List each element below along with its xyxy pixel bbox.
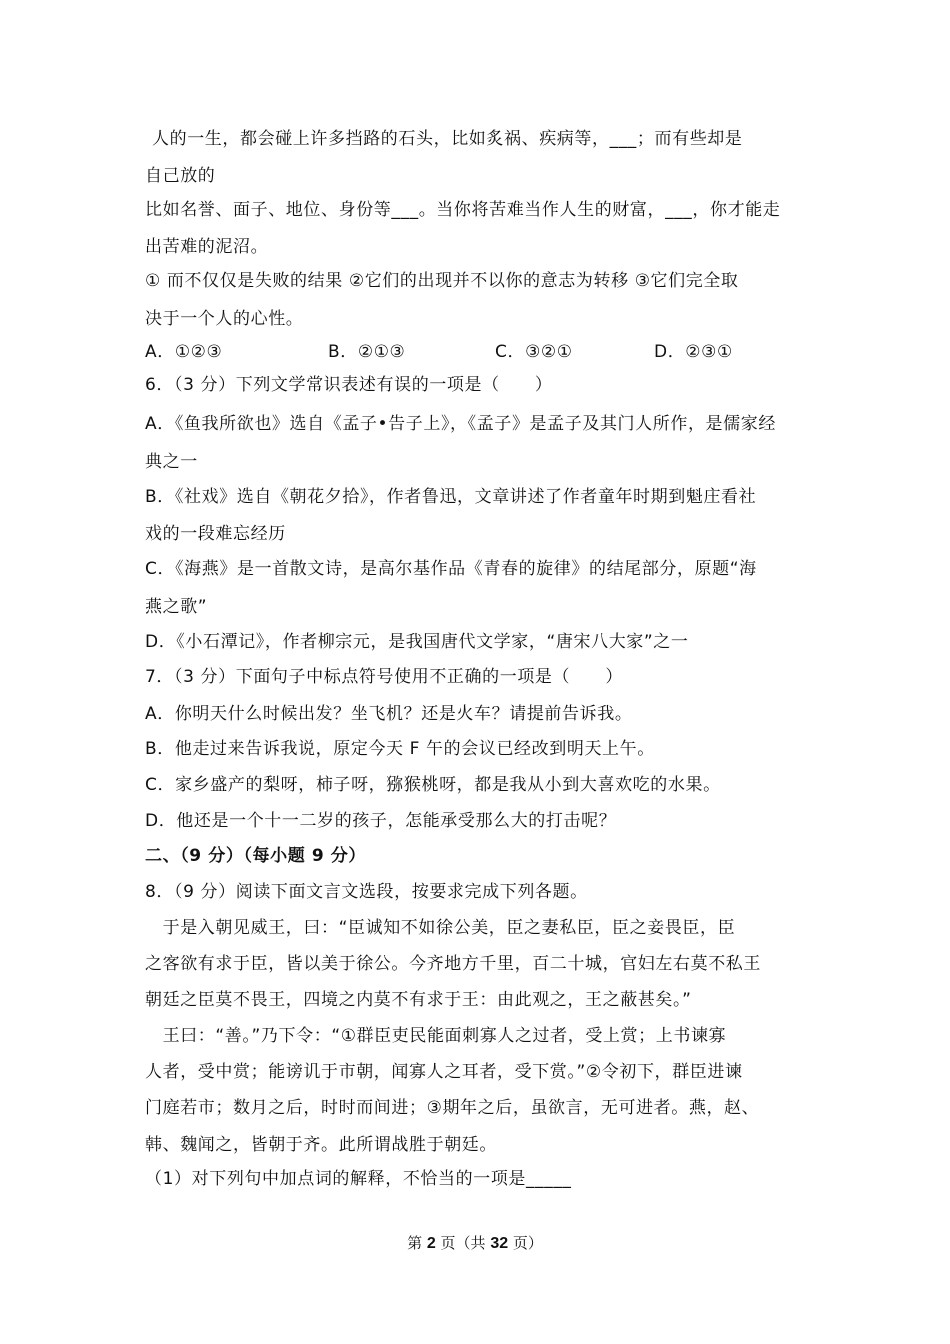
classical-text-line: 门庭若市；数月之后，时时而间进；③期年之后，虽欲言，无可进者。燕，赵、 — [145, 1098, 760, 1118]
option-b: B．②①③ — [328, 342, 406, 362]
paragraph-line: B．他走过来告诉我说，原定今天 F 午的会议已经改到明天上午。 — [145, 739, 655, 759]
paragraph-line: B．《社戏》选自《朝花夕拾》，作者鲁迅，文章讲述了作者童年时期到魁庄看社 — [145, 487, 757, 507]
footer-total-pages: 32 — [490, 1235, 509, 1252]
section-heading: 二、（9 分）（每小题 9 分） — [145, 846, 367, 866]
option-d: D．②③① — [654, 342, 733, 362]
classical-text-line: 人者，受中赏；能谤讥于市朝，闻寡人之耳者，受下赏。”②令初下，群臣进谏 — [145, 1062, 743, 1082]
classical-text-line: 之客欲有求于臣，皆以美于徐公。今齐地方千里，百二十城，官妇左右莫不私王 — [145, 954, 761, 974]
paragraph-line: ① 而不仅仅是失败的结果 ②它们的出现并不以你的意志为转移 ③它们完全取 — [145, 271, 739, 291]
paragraph-line: C．家乡盛产的梨呀，柿子呀，猕猴桃呀，都是我从小到大喜欢吃的水果。 — [145, 775, 721, 795]
paragraph-line: C．《海燕》是一首散文诗，是高尔基作品《青春的旋律》的结尾部分，原题“海 — [145, 559, 757, 579]
paragraph-line: 燕之歌” — [145, 597, 208, 617]
paragraph-line: 出苦难的泥沼。 — [145, 237, 269, 257]
classical-text-line: 韩、魏闻之，皆朝于齐。此所谓战胜于朝廷。 — [145, 1135, 497, 1155]
paragraph-line: A．《鱼我所欲也》选自《孟子•告子上》，《孟子》是孟子及其门人所作，是儒家经 — [145, 414, 776, 434]
paragraph-line: 典之一 — [145, 452, 198, 472]
paragraph-line: 比如名誉、面子、地位、身份等___。当你将苦难当作人生的财富，___，你才能走 — [145, 200, 781, 220]
paragraph-line: 自己放的 — [145, 166, 216, 186]
paragraph-line: 决于一个人的心性。 — [145, 309, 304, 329]
paragraph-line: A．你明天什么时候出发？坐飞机？还是火车？请提前告诉我。 — [145, 704, 633, 724]
paragraph-line: 戏的一段难忘经历 — [145, 524, 286, 544]
paragraph-line: 人的一生，都会碰上许多挡路的石头，比如炙祸、疾病等，___；而有些却是 — [152, 129, 743, 149]
paragraph-line: D．《小石潭记》，作者柳宗元，是我国唐代文学家，“唐宋八大家”之一 — [145, 632, 689, 652]
footer-middle: 页（共 — [440, 1234, 486, 1252]
paragraph-line: D．他还是一个十一二岁的孩子，怎能承受那么大的打击呢？ — [145, 811, 617, 831]
classical-text-line: 于是入朝见威王，曰：“臣诚知不如徐公美，臣之妻私臣，臣之妾畏臣，臣 — [145, 918, 736, 938]
question-7: 7．（3 分）下面句子中标点符号使用不正确的一项是（ ） — [145, 667, 623, 687]
page-footer — [0, 1232, 950, 1253]
footer-page-number: 2 — [426, 1235, 436, 1252]
option-c: C．③②① — [495, 342, 573, 362]
classical-text-line: 王曰：“善。”乃下令：“①群臣吏民能面刺寡人之过者，受上赏；上书谏寡 — [145, 1026, 727, 1046]
question-8: 8．（9 分）阅读下面文言文选段，按要求完成下列各题。 — [145, 882, 588, 902]
classical-text-line: 朝廷之臣莫不畏王，四境之内莫不有求于王：由此观之，王之蔽甚矣。” — [145, 990, 692, 1010]
footer-prefix: 第 — [407, 1234, 423, 1252]
question-6: 6．（3 分）下列文学常识表述有误的一项是（ ） — [145, 375, 553, 395]
sub-question-1: （1）对下列句中加点词的解释，不恰当的一项是_____ — [145, 1169, 572, 1189]
footer-suffix: 页） — [512, 1234, 543, 1252]
option-a: A．①②③ — [145, 342, 223, 362]
